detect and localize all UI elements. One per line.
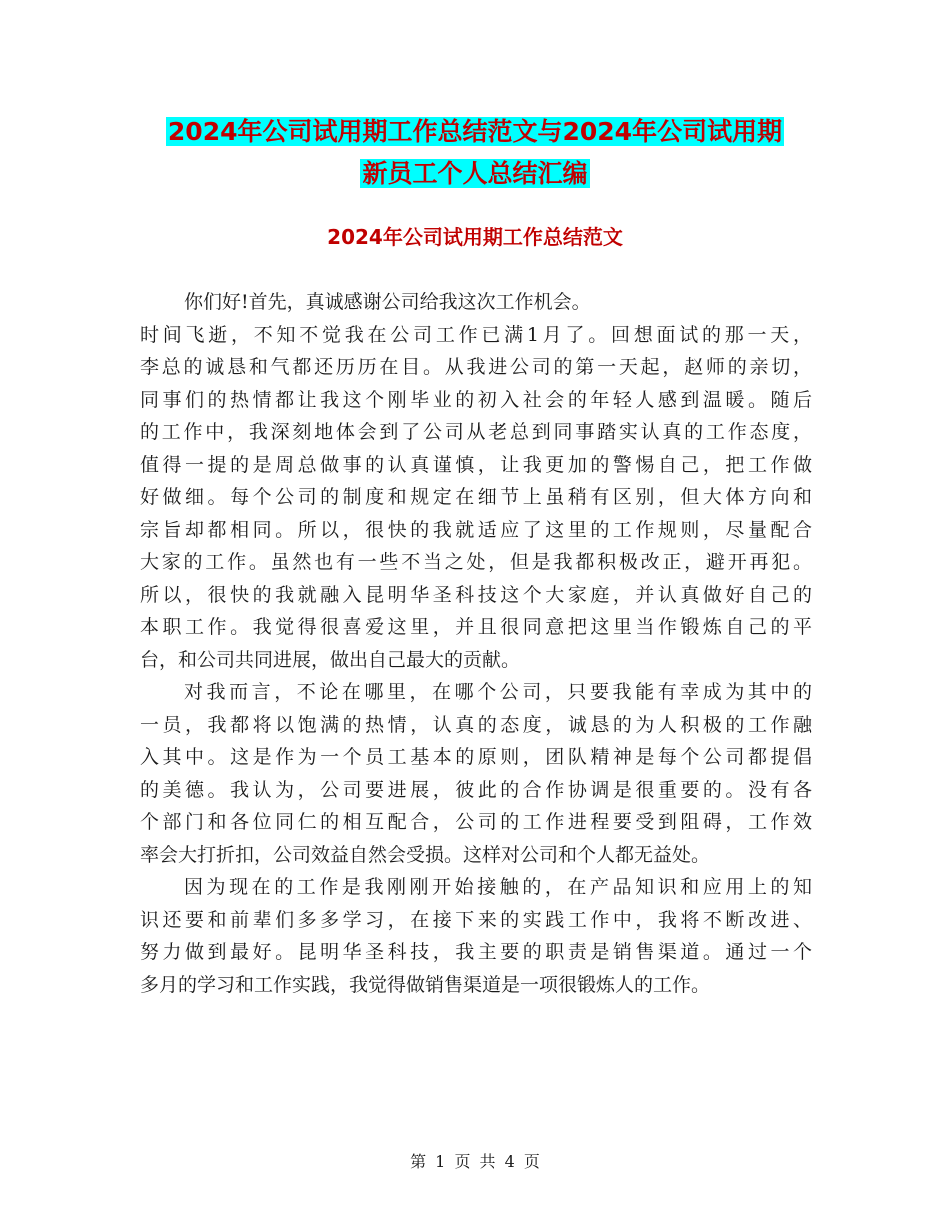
section-title: 2024年公司试用期工作总结范文 — [327, 225, 623, 249]
text-line: 同事们的热情都让我这个刚毕业的初入社会的年轻人感到温暖。随后 — [140, 388, 812, 411]
text-line: 努力做到最好。昆明华圣科技，我主要的职责是销售渠道。通过一个 — [140, 941, 812, 963]
body-text — [140, 286, 812, 1001]
text-line: 识还要和前辈们多多学习，在接下来的实践工作中，我将不断改进、 — [140, 908, 812, 931]
page-footer: 第 1 页 共 4 页 — [410, 1152, 540, 1171]
text-line: 入其中。这是作为一个员工基本的原则，团队精神是每个公司都提倡 — [140, 746, 812, 768]
document-title-line-2: 新员工个人总结汇编 — [362, 159, 588, 188]
text-line: 台，和公司共同进展，做出自己最大的贡献。 — [140, 648, 521, 671]
text-line: 个部门和各位同仁的相互配合，公司的工作进程要受到阻碍，工作效 — [140, 811, 812, 833]
text-line: 你们好!首先，真诚感谢公司给我这次工作机会。 — [184, 291, 591, 313]
document-title-line-1: 2024年公司试用期工作总结范文与2024年公司试用期 — [167, 117, 783, 146]
text-line: 宗旨却都相同。所以，很快的我就适应了这里的工作规则，尽量配合 — [140, 518, 812, 541]
text-line: 的工作中，我深刻地体会到了公司从老总到同事踏实认真的工作态度， — [140, 421, 812, 443]
text-line: 好做细。每个公司的制度和规定在细节上虽稍有区别，但大体方向和 — [140, 486, 812, 508]
text-line: 时间飞逝，不知不觉我在公司工作已满1月了。回想面试的那一天， — [140, 323, 812, 346]
text-line: 一员，我都将以饱满的热情，认真的态度，诚恳的为人积极的工作融 — [140, 713, 812, 736]
text-line: 李总的诚恳和气都还历历在目。从我进公司的第一天起，赵师的亲切， — [140, 356, 812, 378]
text-line: 率会大打折扣，公司效益自然会受损。这样对公司和个人都无益处。 — [140, 843, 711, 866]
text-line: 对我而言，不论在哪里，在哪个公司，只要我能有幸成为其中的 — [184, 681, 812, 703]
document-title-continued — [0, 152, 950, 196]
text-line: 大家的工作。虽然也有一些不当之处，但是我都积极改正，避开再犯。 — [140, 551, 812, 573]
text-line: 值得一提的是周总做事的认真谨慎，让我更加的警惕自己，把工作做 — [140, 453, 812, 476]
document-title — [0, 110, 950, 154]
text-line: 因为现在的工作是我刚刚开始接触的，在产品知识和应用上的知 — [184, 876, 812, 898]
text-line: 所以，很快的我就融入昆明华圣科技这个大家庭，并认真做好自己的 — [140, 583, 812, 606]
text-line: 多月的学习和工作实践，我觉得做销售渠道是一项很锻炼人的工作。 — [140, 973, 711, 996]
text-line: 的美德。我认为，公司要进展，彼此的合作协调是很重要的。没有各 — [140, 778, 812, 801]
text-line: 本职工作。我觉得很喜爱这里，并且很同意把这里当作锻炼自己的平 — [140, 616, 812, 638]
